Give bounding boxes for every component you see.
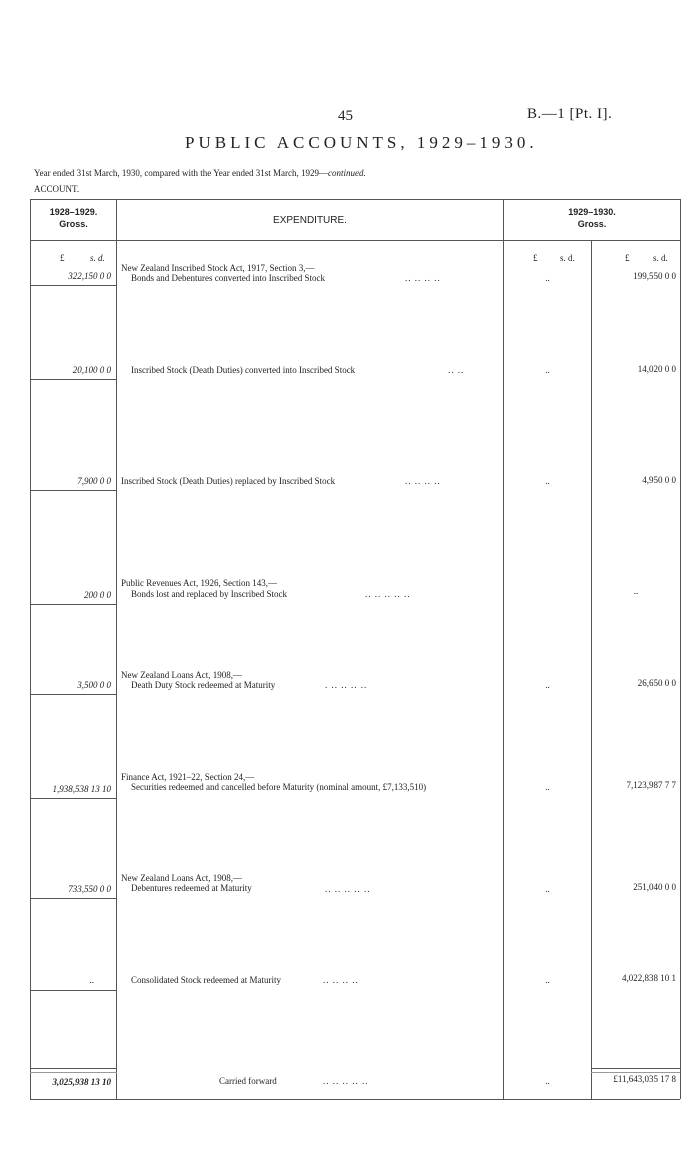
mid-sd-label: s. d.: [560, 253, 575, 263]
row-curr-amount: 14,020 0 0: [637, 364, 676, 374]
table-bottom-rule: [30, 1099, 680, 1100]
row-divider: [31, 490, 116, 491]
row-mid-amount: ..: [545, 782, 550, 792]
row-prev-amount: 7,900 0 0: [77, 476, 111, 486]
row-heading: Finance Act, 1921–22, Section 24,—: [121, 772, 255, 782]
row-item: Inscribed Stock (Death Duties) replaced by Inscribed Stock: [121, 476, 336, 486]
col-header-prev-gross: Gross.: [59, 219, 88, 229]
row-curr-amount: ..: [633, 586, 639, 596]
row-leader: .. .. .. ..: [323, 975, 359, 985]
row-prev-amount: 20,100 0 0: [72, 365, 111, 375]
row-divider: [31, 990, 116, 991]
row-prev-amount: ..: [89, 975, 94, 985]
col-header-curr-gross: Gross.: [577, 219, 607, 229]
row-leader: .. ..: [448, 365, 465, 375]
right-border: [680, 199, 681, 1099]
subtitle: [34, 168, 366, 178]
row-item: Consolidated Stock redeemed at Maturity: [131, 975, 281, 985]
mid-pound-symbol: £: [533, 253, 538, 263]
total-rule-curr: [591, 1068, 680, 1069]
subtitle-continued: continued.: [328, 168, 366, 178]
left-border: [30, 199, 31, 1099]
row-divider: [31, 694, 116, 695]
row-mid-amount: ..: [545, 476, 550, 486]
row-curr-amount: 4,950 0 0: [642, 475, 676, 485]
account-label: ACCOUNT.: [34, 184, 80, 194]
row-item: Bonds lost and replaced by Inscribed Stock: [131, 589, 287, 599]
row-heading: New Zealand Loans Act, 1908,—: [121, 670, 242, 680]
row-heading: New Zealand Loans Act, 1908,—: [121, 873, 242, 883]
row-heading: New Zealand Inscribed Stock Act, 1917, Section 3,—: [121, 263, 315, 273]
row-leader: .. .. .. ..: [405, 476, 441, 486]
row-prev-amount: 733,550 0 0: [68, 884, 111, 894]
row-curr-amount: 251,040 0 0: [633, 882, 676, 892]
row-mid-amount: ..: [545, 975, 550, 985]
subtitle-main: Year ended 31st March, 1930, compared with the Year ended 31st March, 1929—: [34, 168, 329, 178]
row-curr-amount: 26,650 0 0: [637, 678, 676, 688]
row-item: Death Duty Stock redeemed at Maturity: [131, 680, 276, 690]
row-prev-amount: 200 0 0: [84, 590, 111, 600]
row-item: Bonds and Debentures converted into Inscribed Stock: [131, 273, 325, 283]
total-curr-amount: £11,643,035 17 8: [613, 1074, 676, 1084]
col-divider-desc: [503, 199, 504, 1099]
row-item: Debentures redeemed at Maturity: [131, 883, 252, 893]
row-mid-amount: ..: [545, 365, 550, 375]
row-divider: [31, 285, 116, 286]
row-item: Securities redeemed and cancelled before Maturity (nominal amount, £7,133,510): [131, 782, 427, 792]
total-rule-prev: [30, 1068, 117, 1069]
curr-pound-symbol: £: [625, 253, 630, 263]
total-prev-amount: 3,025,938 13 10: [52, 1077, 111, 1087]
row-prev-amount: 322,150 0 0: [68, 271, 111, 281]
curr-sd-label: s. d.: [653, 253, 668, 263]
row-curr-amount: 199,550 0 0: [633, 271, 676, 281]
total-label: Carried forward: [219, 1076, 277, 1086]
total-mid-amount: ..: [545, 1076, 550, 1086]
table-top-rule: [30, 199, 680, 200]
row-mid-amount: ..: [545, 273, 550, 283]
row-curr-amount: 4,022,838 10 1: [622, 973, 676, 983]
total-leader: .. .. .. .. ..: [323, 1076, 369, 1086]
row-item: Inscribed Stock (Death Duties) converted into Inscribed Stock: [131, 365, 356, 375]
total-rule-prev-double: [30, 1072, 117, 1073]
col-header-prev-year: 1928–1929.: [49, 207, 98, 217]
col-header-curr-year: 1929–1930.: [568, 207, 616, 217]
row-mid-amount: ..: [545, 680, 550, 690]
col-header-expenditure: EXPENDITURE.: [273, 215, 347, 226]
row-leader: .. .. .. ..: [405, 273, 441, 283]
prev-sd-label: s. d.: [90, 253, 105, 263]
prev-pound-symbol: £: [60, 253, 65, 263]
total-rule-curr-double: [591, 1072, 680, 1073]
row-leader: .. .. .. .. ..: [325, 884, 371, 894]
row-leader: .. .. .. .. ..: [365, 589, 411, 599]
header-bottom-rule: [30, 240, 680, 241]
page-number: 45: [338, 108, 353, 124]
row-divider: [31, 798, 116, 799]
row-curr-amount: 7,123,987 7 7: [626, 780, 676, 790]
row-prev-amount: 1,938,538 13 10: [52, 784, 111, 794]
row-heading: Public Revenues Act, 1926, Section 143,—: [121, 578, 277, 588]
row-divider: [31, 379, 116, 380]
row-divider: [31, 604, 116, 605]
page-title: PUBLIC ACCOUNTS, 1929–1930.: [185, 133, 538, 152]
row-prev-amount: 3,500 0 0: [77, 680, 111, 690]
document-reference: B.—1 [Pt. I].: [527, 106, 613, 122]
row-mid-amount: ..: [545, 884, 550, 894]
row-divider: [31, 898, 116, 899]
col-divider-prev: [116, 199, 117, 1099]
row-leader: . .. .. .. ..: [325, 680, 368, 690]
